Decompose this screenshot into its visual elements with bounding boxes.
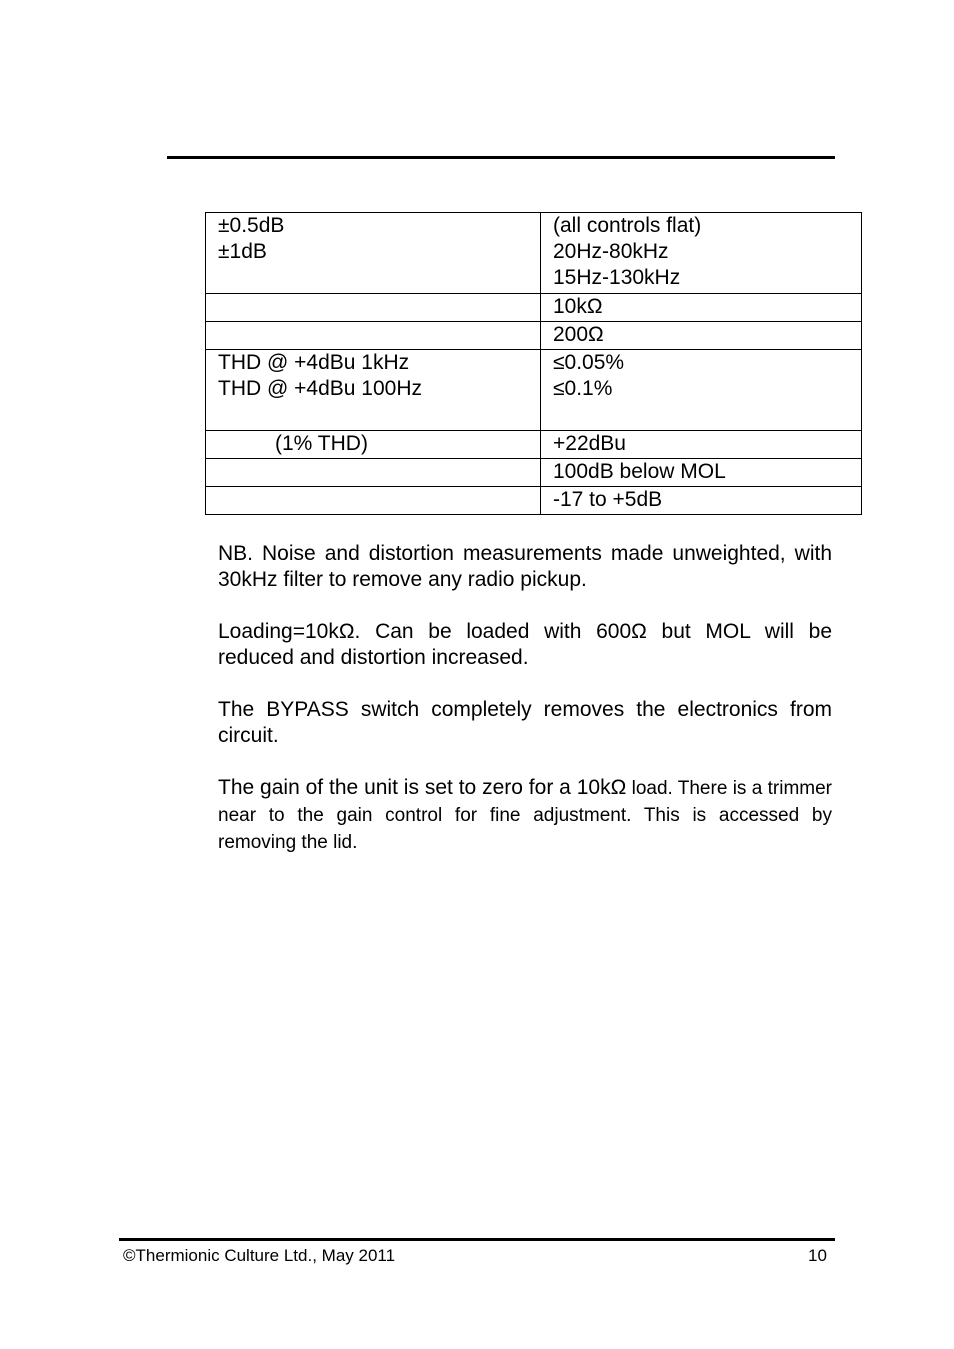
footer-copyright: ©Thermionic Culture Ltd., May 2011 [123,1246,396,1265]
page-number: 10 [808,1246,827,1265]
cell-line: (all controls flat) [553,214,702,237]
table-cell-label [206,294,541,322]
cell-line: 10kΩ [553,295,603,318]
notes-section [218,541,832,882]
note-paragraph: Loading=10kΩ. Can be loaded with 600Ω but MOL will be reduced and distortion increased. [218,620,832,669]
table-row [206,431,862,459]
table-cell-label [206,213,541,294]
cell-line: ±0.5dB [218,214,285,237]
table-cell-label [206,350,541,431]
table-cell-value [541,350,862,431]
footer-divider [119,1238,835,1241]
table-row [206,487,862,515]
cell-line: THD @ +4dBu 100Hz [218,377,422,400]
table-cell-value [541,322,862,350]
cell-line: 200Ω [553,323,604,346]
table-row [206,213,862,294]
cell-line: THD @ +4dBu 1kHz [218,351,410,374]
note-text-small: load. There is a trimmer near to the gain control for fine adjustment. This is accessed by removing the lid. [218,778,832,853]
cell-line: -17 to +5dB [553,488,663,511]
table-cell-value [541,459,862,487]
table-cell-value [541,213,862,294]
note-paragraph: The BYPASS switch completely removes the electronics from circuit. [218,698,832,747]
cell-line: 20Hz-80kHz [553,240,669,263]
note-paragraph: NB. Noise and distortion measurements made unweighted, with 30kHz filter to remove any radio pickup. [218,542,832,591]
table-row [206,322,862,350]
cell-line: 15Hz-130kHz [553,266,681,289]
table-cell-value [541,294,862,322]
cell-line: (1% THD) [275,432,368,455]
cell-line: +22dBu [553,432,626,455]
cell-line: ≤0.1% [553,377,613,400]
cell-line: ≤0.05% [553,351,625,374]
note-paragraph [218,775,832,856]
table-cell-label [206,431,541,459]
table-row [206,350,862,431]
table-row [206,294,862,322]
specifications-table [205,212,862,515]
table-cell-label [206,487,541,515]
table-cell-value [541,431,862,459]
table-cell-label [206,322,541,350]
table-cell-value [541,487,862,515]
cell-line: ±1dB [218,240,267,263]
table-cell-label [206,459,541,487]
table-row [206,459,862,487]
note-text: The gain of the unit is set to zero for a 10kΩ [218,776,627,799]
cell-line: 100dB below MOL [553,460,726,483]
top-divider [167,156,835,159]
